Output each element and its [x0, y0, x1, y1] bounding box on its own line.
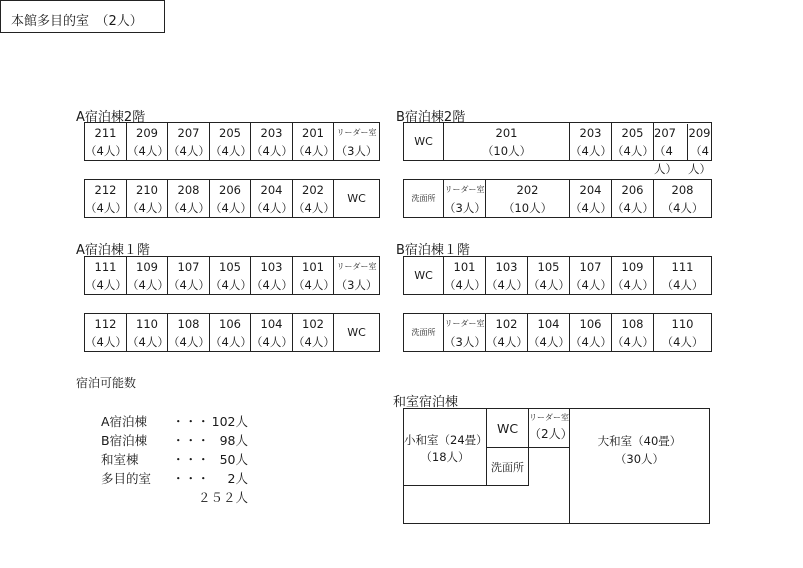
room-cell: 105 （4人） [528, 257, 570, 295]
large-room-label: 大和室（40畳） [597, 434, 682, 448]
wc-cell: WC [486, 408, 529, 448]
wc-cell: WC [334, 180, 380, 218]
room-cell: 103 （4人） [486, 257, 528, 295]
small-room-label: 小和室（24畳） [404, 433, 488, 447]
room-cell: 101 （4人） [293, 257, 334, 295]
room-cell: 111 （4人） [654, 257, 712, 295]
room-cell: 204 （4人） [570, 180, 612, 218]
room-cell: 102 （4人） [486, 314, 528, 352]
capacity-value: 50人 [219, 452, 248, 467]
room-cell: 206 （4人） [210, 180, 251, 218]
small-japanese-room [403, 408, 487, 486]
leader-room-cell: リーダー室 （2人） [528, 408, 570, 448]
room-cell: 204 （4人） [251, 180, 293, 218]
capacity-value: 102人 [211, 414, 248, 429]
room-cell: 108 （4人） [168, 314, 210, 352]
room-cell: 112 （4人） [85, 314, 127, 352]
corridor [404, 295, 712, 314]
room-cell: 203 （4人） [251, 123, 293, 161]
room-cell: 206 （4人） [612, 180, 654, 218]
room-cell: 210 （4人） [127, 180, 168, 218]
room-cell: 109 （4人） [127, 257, 168, 295]
b-building-2f-heading: B宿泊棟2階 [396, 110, 466, 125]
room-cell: 203 （4人） [570, 123, 612, 161]
b-building-1f-plan [403, 256, 712, 352]
capacity-row [0, 412, 260, 430]
large-japanese-room [569, 408, 710, 524]
room-cell: 202 （4人） [293, 180, 334, 218]
room-cell: 111 （4人） [85, 257, 127, 295]
room-cell: 208 （4人） [654, 180, 712, 218]
room-cell: 201 （4人） [293, 123, 334, 161]
leader-room-cell: リーダー室 （3人） [334, 123, 380, 161]
room-cell: 102 （4人） [293, 314, 334, 352]
room-cell: 202 （10人） [486, 180, 570, 218]
room-cell: 106 （4人） [570, 314, 612, 352]
capacity-row [0, 469, 260, 487]
capacity-total-value: ２５２人 [197, 490, 248, 505]
capacity-dots: ・・・ [172, 471, 210, 486]
washroom-cell: 洗面所 [486, 447, 529, 486]
room-cell: 205 （4人） [612, 123, 654, 161]
capacity-value: 98人 [219, 433, 248, 448]
capacity-label: A宿泊棟 [101, 414, 148, 429]
leader-room-cell: リーダー室 （3人） [444, 314, 486, 352]
room-cell: 109 （4人） [612, 257, 654, 295]
leader-room-cell: リーダー室 （3人） [444, 180, 486, 218]
capacity-label: 和室棟 [101, 452, 139, 467]
room-cell: 207 （4人） [168, 123, 210, 161]
room-cell: 209 （4人） [127, 123, 168, 161]
room-cell: 106 （4人） [210, 314, 251, 352]
corridor [85, 161, 380, 180]
room-cell: 207 （4人） 209 （4人） [654, 123, 712, 161]
capacity-dots: ・・・ [172, 414, 210, 429]
washroom-cell: 洗面所 [404, 314, 444, 352]
capacity-dots: ・・・ [172, 433, 210, 448]
wc-cell: WC [404, 257, 444, 295]
room-cell: 110 （4人） [654, 314, 712, 352]
a-building-1f-plan [84, 256, 380, 352]
capacity-heading: 宿泊可能数 [76, 376, 137, 390]
a-building-2f-plan [84, 122, 380, 218]
wc-cell: WC [334, 314, 380, 352]
large-room-capacity: （30人） [614, 452, 665, 466]
room-cell: 104 （4人） [528, 314, 570, 352]
corridor [85, 295, 380, 314]
small-room-capacity: （18人） [420, 450, 470, 464]
room-cell: 110 （4人） [127, 314, 168, 352]
capacity-label: B宿泊棟 [101, 433, 148, 448]
capacity-label: 多目的室 [101, 471, 152, 486]
room-cell: 107 （4人） [570, 257, 612, 295]
room-cell: 211 （4人） [85, 123, 127, 161]
wc-cell: WC [404, 123, 444, 161]
a-building-2f-heading: A宿泊棟2階 [76, 110, 146, 125]
room-cell: 201 （10人） [444, 123, 570, 161]
leader-room-cell: リーダー室 （3人） [334, 257, 380, 295]
room-cell: 101 （4人） [444, 257, 486, 295]
room-cell: 205 （4人） [210, 123, 251, 161]
room-cell: 105 （4人） [210, 257, 251, 295]
capacity-value: 2人 [227, 471, 248, 486]
b-building-1f-heading: B宿泊棟１階 [396, 243, 470, 258]
capacity-row [0, 450, 260, 468]
room-cell: 103 （4人） [251, 257, 293, 295]
capacity-total [0, 488, 260, 506]
main-building-room-label: 本館多目的室 （2人） [0, 0, 165, 33]
capacity-row [0, 431, 260, 449]
a-building-1f-heading: A宿泊棟１階 [76, 243, 150, 258]
room-cell: 107 （4人） [168, 257, 210, 295]
japanese-room-building-heading: 和室宿泊棟 [393, 395, 459, 410]
room-cell: 108 （4人） [612, 314, 654, 352]
room-cell: 104 （4人） [251, 314, 293, 352]
capacity-dots: ・・・ [172, 452, 210, 467]
washroom-cell: 洗面所 [404, 180, 444, 218]
b-building-2f-plan [403, 122, 712, 218]
room-cell: 208 （4人） [168, 180, 210, 218]
room-cell: 212 （4人） [85, 180, 127, 218]
